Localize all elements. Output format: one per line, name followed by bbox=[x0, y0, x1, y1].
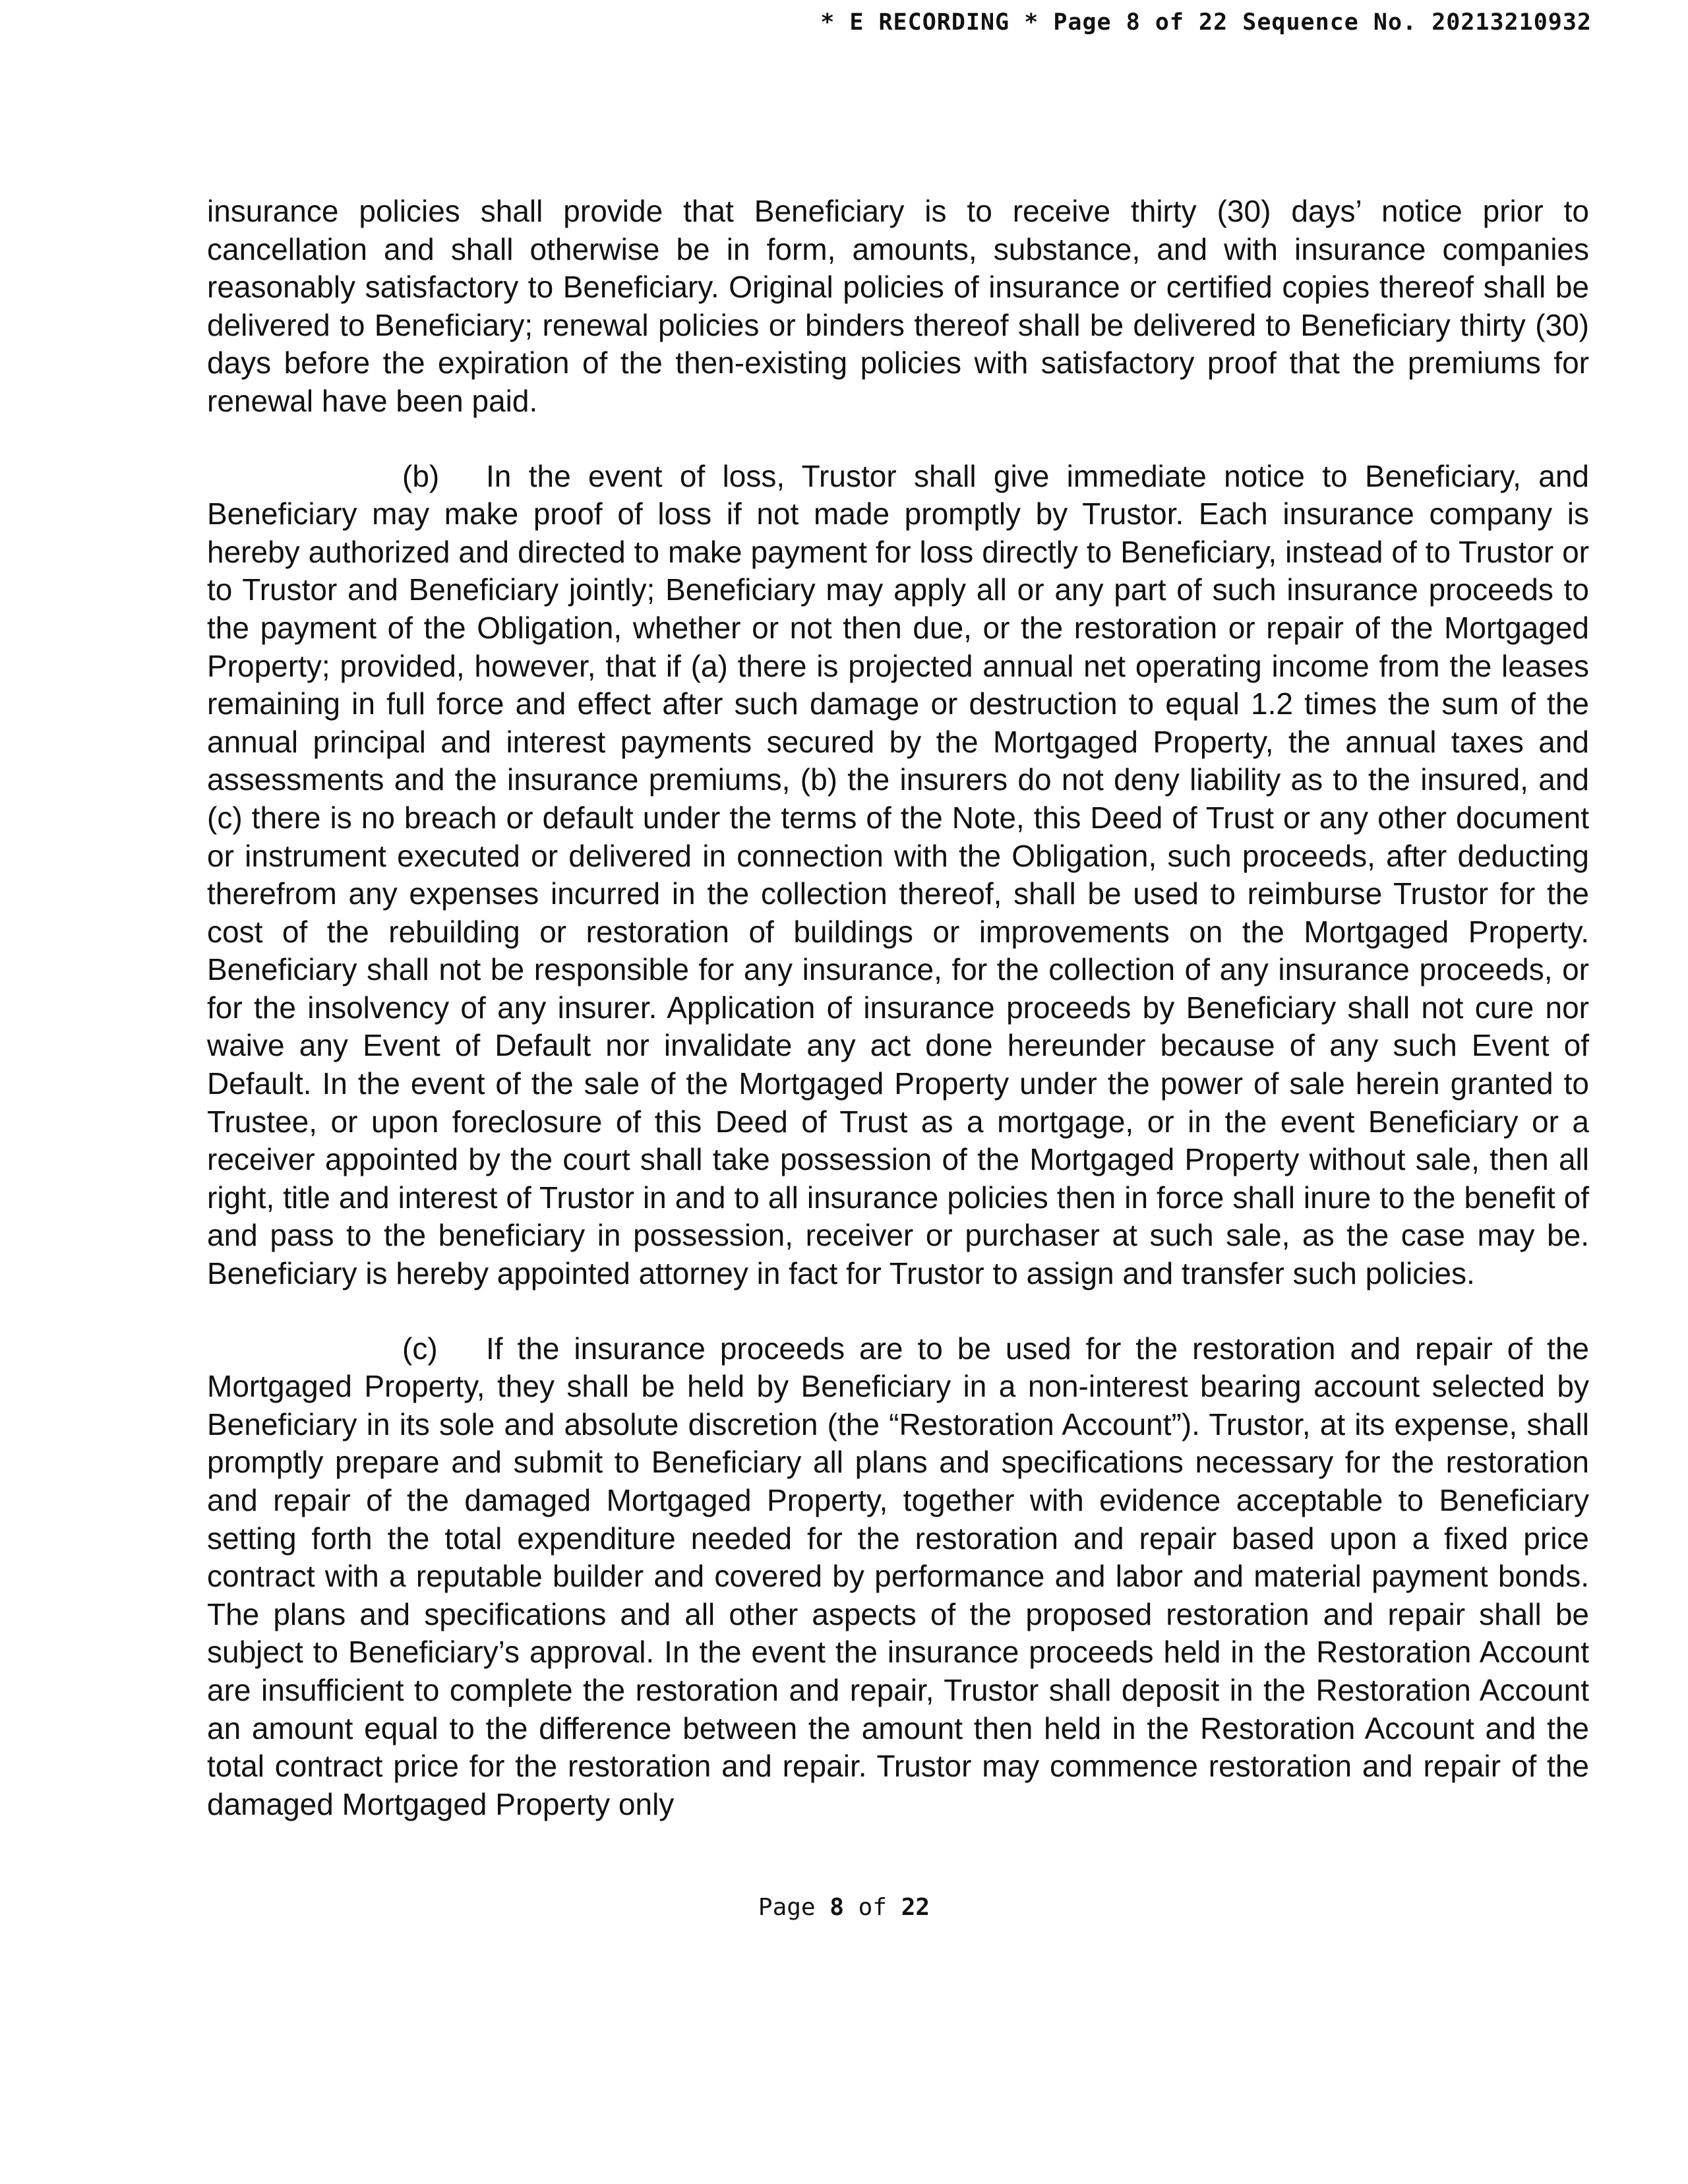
footer-of-word: of bbox=[858, 1894, 888, 1921]
paragraph-text: insurance policies shall provide that Beneficiary is to receive thirty (30) days’ notice prior to cancellation and shall otherwise be in form, amounts, substance, and with insurance companies reasonably satisfactory to Beneficiary. Original policies of insurance or certified copies thereof shall be delivered to Beneficiary; renewal policies or binders thereof shall be delivered to Beneficiary thirty (30) days before the expiration of the then-existing policies with satisfactory proof that the premiums for renewal have been paid. bbox=[207, 194, 1589, 418]
footer-page-number: 8 bbox=[829, 1894, 844, 1921]
document-body bbox=[207, 193, 1589, 1823]
footer-page-total: 22 bbox=[901, 1894, 930, 1921]
recording-header: * E RECORDING * Page 8 of 22 Sequence No. 20213210932 bbox=[820, 9, 1592, 36]
footer-page-word: Page bbox=[758, 1894, 816, 1921]
paragraph-label: (b) bbox=[402, 458, 440, 493]
paragraph-label: (c) bbox=[402, 1331, 438, 1366]
paragraph-text: If the insurance proceeds are to be used for the restoration and repair of the Mortgaged Property, they shall be held by Beneficiary in a non-interest bearing account selected by Beneficiary in its sole and absolute discretion (the “Restoration Account”). Trustor, at its expense, shall promptly prepare and submit to Beneficiary all plans and specifications necessary for the restoration and repair of the damaged Mortgaged Property, together with evidence acceptable to Beneficiary setting forth the total expenditure needed for the restoration and repair based upon a fixed price contract with a reputable builder and covered by performance and labor and material payment bonds. The plans and specifications and all other aspects of the proposed restoration and repair shall be subject to Beneficiary’s approval. In the event the insurance proceeds held in the Restoration Account are insufficient to complete the restoration and repair, Trustor shall deposit in the Restoration Account an amount equal to the difference between the amount then held in the Restoration Account and the total contract price for the restoration and repair. Trustor may commence restoration and repair of the damaged Mortgaged Property only bbox=[207, 1331, 1589, 1821]
paragraph-b bbox=[207, 458, 1589, 1293]
paragraph-c bbox=[207, 1330, 1589, 1824]
paragraph-text: In the event of loss, Trustor shall give immediate notice to Beneficiary, and Beneficiary may make proof of loss if not made promptly by Trustor. Each insurance company is hereby authorized and directed to make payment for loss directly to Beneficiary, instead of to Trustor or to Trustor and Beneficiary jointly; Beneficiary may apply all or any part of such insurance proceeds to the payment of the Obligation, whether or not then due, or the restoration or repair of the Mortgaged Property; provided, however, that if (a) there is projected annual net operating income from the leases remaining in full force and effect after such damage or destruction to equal 1.2 times the sum of the annual principal and interest payments secured by the Mortgaged Property, the annual taxes and assessments and the insurance premiums, (b) the insurers do not deny liability as to the insured, and (c) there is no breach or default under the terms of the Note, this Deed of Trust or any other document or instrument executed or delivered in connection with the Obligation, such proceeds, after deducting therefrom any expenses incurred in the collection thereof, shall be used to reimburse Trustor for the cost of the rebuilding or restoration of buildings or improvements on the Mortgaged Property. Beneficiary shall not be responsible for any insurance, for the collection of any insurance proceeds, or for the insolvency of any insurer. Application of insurance proceeds by Beneficiary shall not cure nor waive any Event of Default nor invalidate any act done hereunder because of any such Event of Default. In the event of the sale of the Mortgaged Property under the power of sale herein granted to Trustee, or upon foreclosure of this Deed of Trust as a mortgage, or in the event Beneficiary or a receiver appointed by the court shall take possession of the Mortgaged Property without sale, then all right, title and interest of Trustor in and to all insurance policies then in force shall inure to the benefit of and pass to the beneficiary in possession, receiver or purchaser at such sale, as the case may be. Beneficiary is hereby appointed attorney in fact for Trustor to assign and transfer such policies. bbox=[207, 458, 1589, 1291]
page-footer bbox=[0, 1894, 1688, 1921]
paragraph-a-continued bbox=[207, 193, 1589, 421]
